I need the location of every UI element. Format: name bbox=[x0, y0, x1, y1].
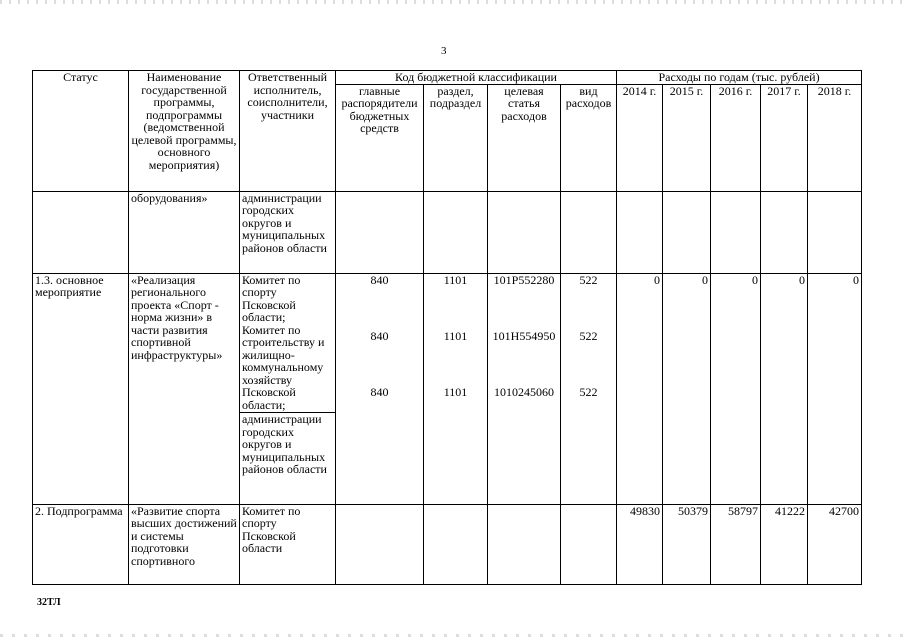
article-code-1: 101P552280 bbox=[493, 272, 555, 287]
row-section bbox=[424, 504, 488, 584]
row-name: «Реализация регионального проекта «Спорт - норма жизни» в части развития спортивной инфраструктуры» bbox=[129, 273, 240, 504]
article-code-2: 101H554950 bbox=[492, 328, 556, 343]
header-year-2018: 2018 г. bbox=[808, 84, 862, 191]
exp-type-code-1: 522 bbox=[579, 272, 598, 287]
row-name: оборудования» bbox=[129, 191, 240, 273]
row-name: «Развитие спорта высших достижений и системы подготовки спортивного bbox=[129, 504, 240, 584]
row-executors bbox=[240, 273, 336, 504]
row-section bbox=[424, 273, 488, 504]
row-year-2015: 50379 bbox=[663, 504, 711, 584]
row-article bbox=[488, 504, 561, 584]
row-year-2017 bbox=[761, 191, 808, 273]
row-exp-type bbox=[561, 273, 617, 504]
row-year-2014 bbox=[617, 191, 663, 273]
row-year-2018: 0 bbox=[808, 273, 862, 504]
row-article bbox=[488, 191, 561, 273]
header-section: раздел, подраздел bbox=[424, 84, 488, 191]
row-executor: администрации городских округов и муниципальных районов области bbox=[240, 191, 336, 273]
table-row bbox=[33, 273, 862, 504]
row-year-2016 bbox=[711, 191, 761, 273]
executor-2: Комитет по строительству и жилищно-коммунальному хозяйству Псковской области; bbox=[242, 322, 325, 412]
scan-edge-bottom bbox=[0, 634, 905, 637]
row-article bbox=[488, 273, 561, 504]
row-grbs bbox=[336, 504, 424, 584]
header-expenses: Расходы по годам (тыс. рублей) bbox=[617, 71, 862, 85]
header-year-2015: 2015 г. bbox=[663, 84, 711, 191]
row-year-2018: 42700 bbox=[808, 504, 862, 584]
row-year-2015 bbox=[663, 191, 711, 273]
section-code-3: 1101 bbox=[443, 384, 468, 399]
page-number: 3 bbox=[441, 45, 447, 57]
row-executor: Комитет по спорту Псковской области bbox=[240, 504, 336, 584]
row-status bbox=[33, 191, 129, 273]
grbs-code-3: 840 bbox=[370, 384, 389, 399]
row-exp-type bbox=[561, 504, 617, 584]
row-grbs bbox=[336, 191, 424, 273]
row-status: 2. Подпрограмма bbox=[33, 504, 129, 584]
header-year-2016: 2016 г. bbox=[711, 84, 761, 191]
header-name: Наименование государственной программы, подпрограммы (ведомственной целевой программы, основного мероприятия) bbox=[129, 71, 240, 192]
grbs-code-2: 840 bbox=[370, 328, 389, 343]
executor-3: администрации городских округов и муниципальных районов области bbox=[240, 412, 335, 476]
row-status: 1.3. основное мероприятие bbox=[33, 273, 129, 504]
article-code-3: 1010245060 bbox=[494, 384, 554, 399]
header-year-2014: 2014 г. bbox=[617, 84, 663, 191]
executor-1: Комитет по спорту Псковской области; bbox=[242, 272, 301, 324]
header-bk-code: Код бюджетной классификации bbox=[336, 71, 617, 85]
row-year-2018 bbox=[808, 191, 862, 273]
table-row bbox=[33, 191, 862, 273]
document-code: 32ТЛ bbox=[37, 597, 61, 608]
row-year-2014: 0 bbox=[617, 273, 663, 504]
header-exp-type: вид расходов bbox=[561, 84, 617, 191]
row-year-2016: 0 bbox=[711, 273, 761, 504]
header-executor: Ответственный исполнитель, соисполнители, участники bbox=[240, 71, 336, 192]
table-row bbox=[33, 504, 862, 584]
row-year-2015: 0 bbox=[663, 273, 711, 504]
row-year-2014: 49830 bbox=[617, 504, 663, 584]
section-code-1: 1101 bbox=[443, 272, 468, 287]
scan-edge-top bbox=[0, 0, 905, 4]
header-article: целевая статья расходов bbox=[488, 84, 561, 191]
exp-type-code-3: 522 bbox=[579, 384, 598, 399]
exp-type-code-2: 522 bbox=[579, 328, 598, 343]
row-year-2017: 41222 bbox=[761, 504, 808, 584]
row-section bbox=[424, 191, 488, 273]
header-status: Статус bbox=[33, 71, 129, 192]
row-exp-type bbox=[561, 191, 617, 273]
grbs-code-1: 840 bbox=[370, 272, 389, 287]
row-grbs bbox=[336, 273, 424, 504]
section-code-2: 1101 bbox=[443, 328, 468, 343]
header-year-2017: 2017 г. bbox=[761, 84, 808, 191]
row-year-2017: 0 bbox=[761, 273, 808, 504]
header-row-top bbox=[33, 71, 862, 85]
budget-table bbox=[32, 70, 862, 585]
row-year-2016: 58797 bbox=[711, 504, 761, 584]
header-grbs: главные распорядители бюджетных средств bbox=[336, 84, 424, 191]
